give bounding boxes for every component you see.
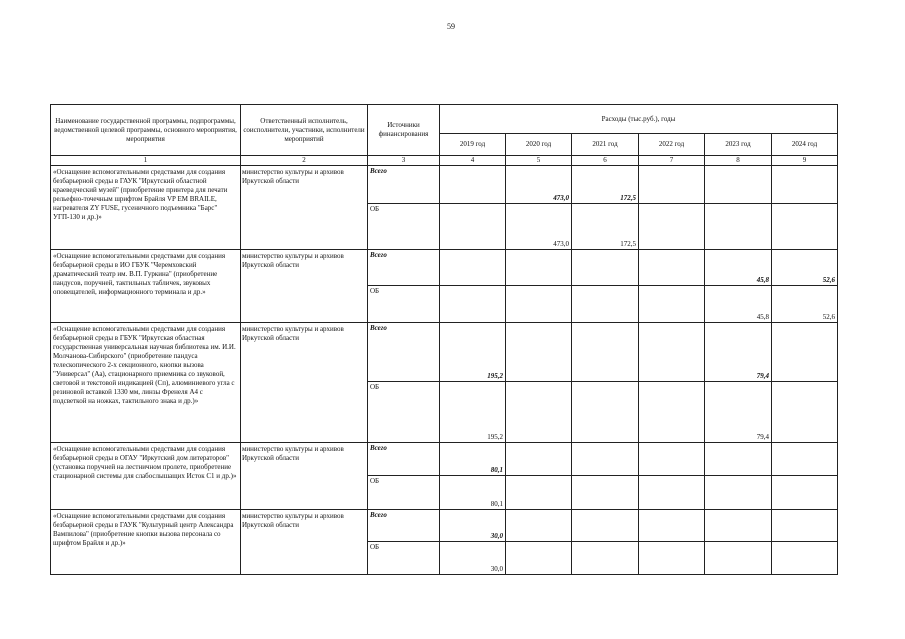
header-year: 2019 год <box>440 134 506 156</box>
ob-value <box>705 204 772 250</box>
ob-value: 80,1 <box>440 476 506 510</box>
total-value-cell <box>705 443 772 476</box>
header-expenses: Расходы (тыс.руб.), годы <box>440 105 838 134</box>
header-year: 2021 год <box>572 134 639 156</box>
measure-name: «Оснащение вспомогательными средствами для создания безбарьерной среды в ГАУК "Культурный центр Александра Вампилова" (приобретение кнопки вызова персонала со шрифтом Брайля и др.)» <box>51 510 241 575</box>
total-value-cell <box>772 443 838 476</box>
total-value-cell <box>506 250 572 286</box>
total-value: 473,0 <box>553 194 569 202</box>
measure-row-total <box>51 323 838 382</box>
header-name: Наименование государственной программы, подпрограммы, ведомственной целевой программы, основного мероприятия, мероприятия <box>51 105 241 156</box>
measure-executor: министерство культуры и архивов Иркутской области <box>241 250 368 323</box>
measure-executor: министерство культуры и архивов Иркутской области <box>241 166 368 250</box>
measure-row-total <box>51 510 838 542</box>
page-number: 59 <box>447 22 455 31</box>
total-value-cell <box>506 510 572 542</box>
source-total-label: Всего <box>370 444 387 452</box>
ob-value <box>572 382 639 443</box>
total-value: 52,6 <box>822 276 836 284</box>
total-value-cell <box>639 323 705 382</box>
measure-row-total <box>51 250 838 286</box>
ob-value <box>506 382 572 443</box>
header-sources: Источники финансирования <box>368 105 440 156</box>
total-value-cell <box>639 166 705 204</box>
total-value-cell <box>572 323 639 382</box>
total-value-cell <box>705 166 772 204</box>
ob-value <box>506 476 572 510</box>
source-total-cell <box>368 250 440 286</box>
total-value: 80,1 <box>490 466 503 474</box>
ob-value <box>506 542 572 575</box>
measure-row-total <box>51 166 838 204</box>
total-value-cell <box>572 510 639 542</box>
source-total-cell <box>368 510 440 542</box>
measure-name: «Оснащение вспомогательными средствами для создания безбарьерной среды в ИО ГБУК "Черемховский драматический театр им. В.П. Гуркина" (приобретение пандусов, поручней, тактильных табличек, звуковых оповещателей, информационного терминала и др.» <box>51 250 241 323</box>
total-value: 45,8 <box>756 276 769 284</box>
total-value-cell <box>639 510 705 542</box>
total-value: 195,2 <box>487 372 503 380</box>
ob-value: 52,6 <box>772 286 838 323</box>
total-value-cell <box>572 250 639 286</box>
source-ob-label: ОБ <box>368 476 440 510</box>
ob-value: 79,4 <box>705 382 772 443</box>
ob-value <box>639 542 705 575</box>
total-value-cell <box>572 443 639 476</box>
ob-value: 473,0 <box>506 204 572 250</box>
total-value-cell <box>440 250 506 286</box>
ob-value <box>772 382 838 443</box>
ob-value <box>440 286 506 323</box>
column-number: 1 <box>51 156 241 166</box>
column-number: 4 <box>440 156 506 166</box>
measure-executor: министерство культуры и архивов Иркутской области <box>241 510 368 575</box>
source-total-cell <box>368 166 440 204</box>
ob-value <box>639 286 705 323</box>
header-year: 2022 год <box>639 134 705 156</box>
column-number: 3 <box>368 156 440 166</box>
total-value-cell <box>506 323 572 382</box>
total-value-cell <box>440 443 506 476</box>
total-value-cell <box>506 443 572 476</box>
measure-executor: министерство культуры и архивов Иркутской области <box>241 323 368 443</box>
total-value-cell <box>772 510 838 542</box>
ob-value <box>772 476 838 510</box>
source-total-label: Всего <box>370 167 387 175</box>
ob-value <box>639 204 705 250</box>
total-value-cell <box>772 323 838 382</box>
total-value-cell <box>639 250 705 286</box>
total-value-cell <box>506 166 572 204</box>
header-year: 2020 год <box>506 134 572 156</box>
ob-value <box>440 204 506 250</box>
header-executor: Ответственный исполнитель, соисполнители, участники, исполнители мероприятий <box>241 105 368 156</box>
ob-value <box>772 542 838 575</box>
ob-value <box>705 476 772 510</box>
ob-value <box>705 542 772 575</box>
budget-table <box>50 104 838 575</box>
ob-value <box>506 286 572 323</box>
total-value-cell <box>705 323 772 382</box>
column-number: 6 <box>572 156 639 166</box>
ob-value: 45,8 <box>705 286 772 323</box>
measure-name: «Оснащение вспомогательными средствами для создания безбарьерной среды в ОГАУ "Иркутский дом литераторов" (установка поручней на лестничном пролете, приобретение стационарной системы для слабослышащих Исток С1 и др.)» <box>51 443 241 510</box>
total-value-cell <box>440 166 506 204</box>
ob-value: 195,2 <box>440 382 506 443</box>
ob-value <box>772 204 838 250</box>
total-value-cell <box>705 250 772 286</box>
column-number: 5 <box>506 156 572 166</box>
measure-executor: министерство культуры и архивов Иркутской области <box>241 443 368 510</box>
source-total-label: Всего <box>370 511 387 519</box>
source-ob-label: ОБ <box>368 286 440 323</box>
source-total-label: Всего <box>370 251 387 259</box>
column-number-row <box>51 156 838 166</box>
column-number: 2 <box>241 156 368 166</box>
total-value-cell <box>440 510 506 542</box>
total-value: 30,0 <box>490 532 503 540</box>
total-value: 79,4 <box>756 372 769 380</box>
total-value: 172,5 <box>620 194 636 202</box>
ob-value <box>639 476 705 510</box>
column-number: 9 <box>772 156 838 166</box>
total-value-cell <box>639 443 705 476</box>
column-number: 8 <box>705 156 772 166</box>
ob-value <box>639 382 705 443</box>
source-ob-label: ОБ <box>368 542 440 575</box>
column-number: 7 <box>639 156 705 166</box>
header-year: 2023 год <box>705 134 772 156</box>
total-value-cell <box>440 323 506 382</box>
measure-row-total <box>51 443 838 476</box>
source-total-label: Всего <box>370 324 387 332</box>
source-total-cell <box>368 443 440 476</box>
source-total-cell <box>368 323 440 382</box>
total-value-cell <box>772 250 838 286</box>
ob-value: 172,5 <box>572 204 639 250</box>
ob-value <box>572 542 639 575</box>
total-value-cell <box>572 166 639 204</box>
ob-value: 30,0 <box>440 542 506 575</box>
total-value-cell <box>705 510 772 542</box>
ob-value <box>572 476 639 510</box>
total-value-cell <box>772 166 838 204</box>
source-ob-label: ОБ <box>368 382 440 443</box>
measure-name: «Оснащение вспомогательными средствами для создания безбарьерной среды в ГБУК "Иркутская областная государственная универсальная научная библиотека им. И.И. Молчанова-Сибирского" (приобретение пандуса телескопического 2-х секционного, кнопки вызова "Универсал" (Аа), стационарного приемника со звуковой, световой и текстовой индикацией (Сп), алюминиевого угла с резиновой вставкой 1330 мм, линзы Френеля А4 с подсветкой на ножках, тактильного знака и др.)» <box>51 323 241 443</box>
ob-value <box>572 286 639 323</box>
source-ob-label: ОБ <box>368 204 440 250</box>
header-year: 2024 год <box>772 134 838 156</box>
measure-name: «Оснащение вспомогательными средствами для создания безбарьерной среды в ГАУК "Иркутский областной краеведческий музей" (приобретение принтера для печати рельефно-точечным шрифтом Брайля VP EM BRAILE, нагревателя ZY FUSE, гусеничного подъемника "Барс" УГП-130 и др.)» <box>51 166 241 250</box>
